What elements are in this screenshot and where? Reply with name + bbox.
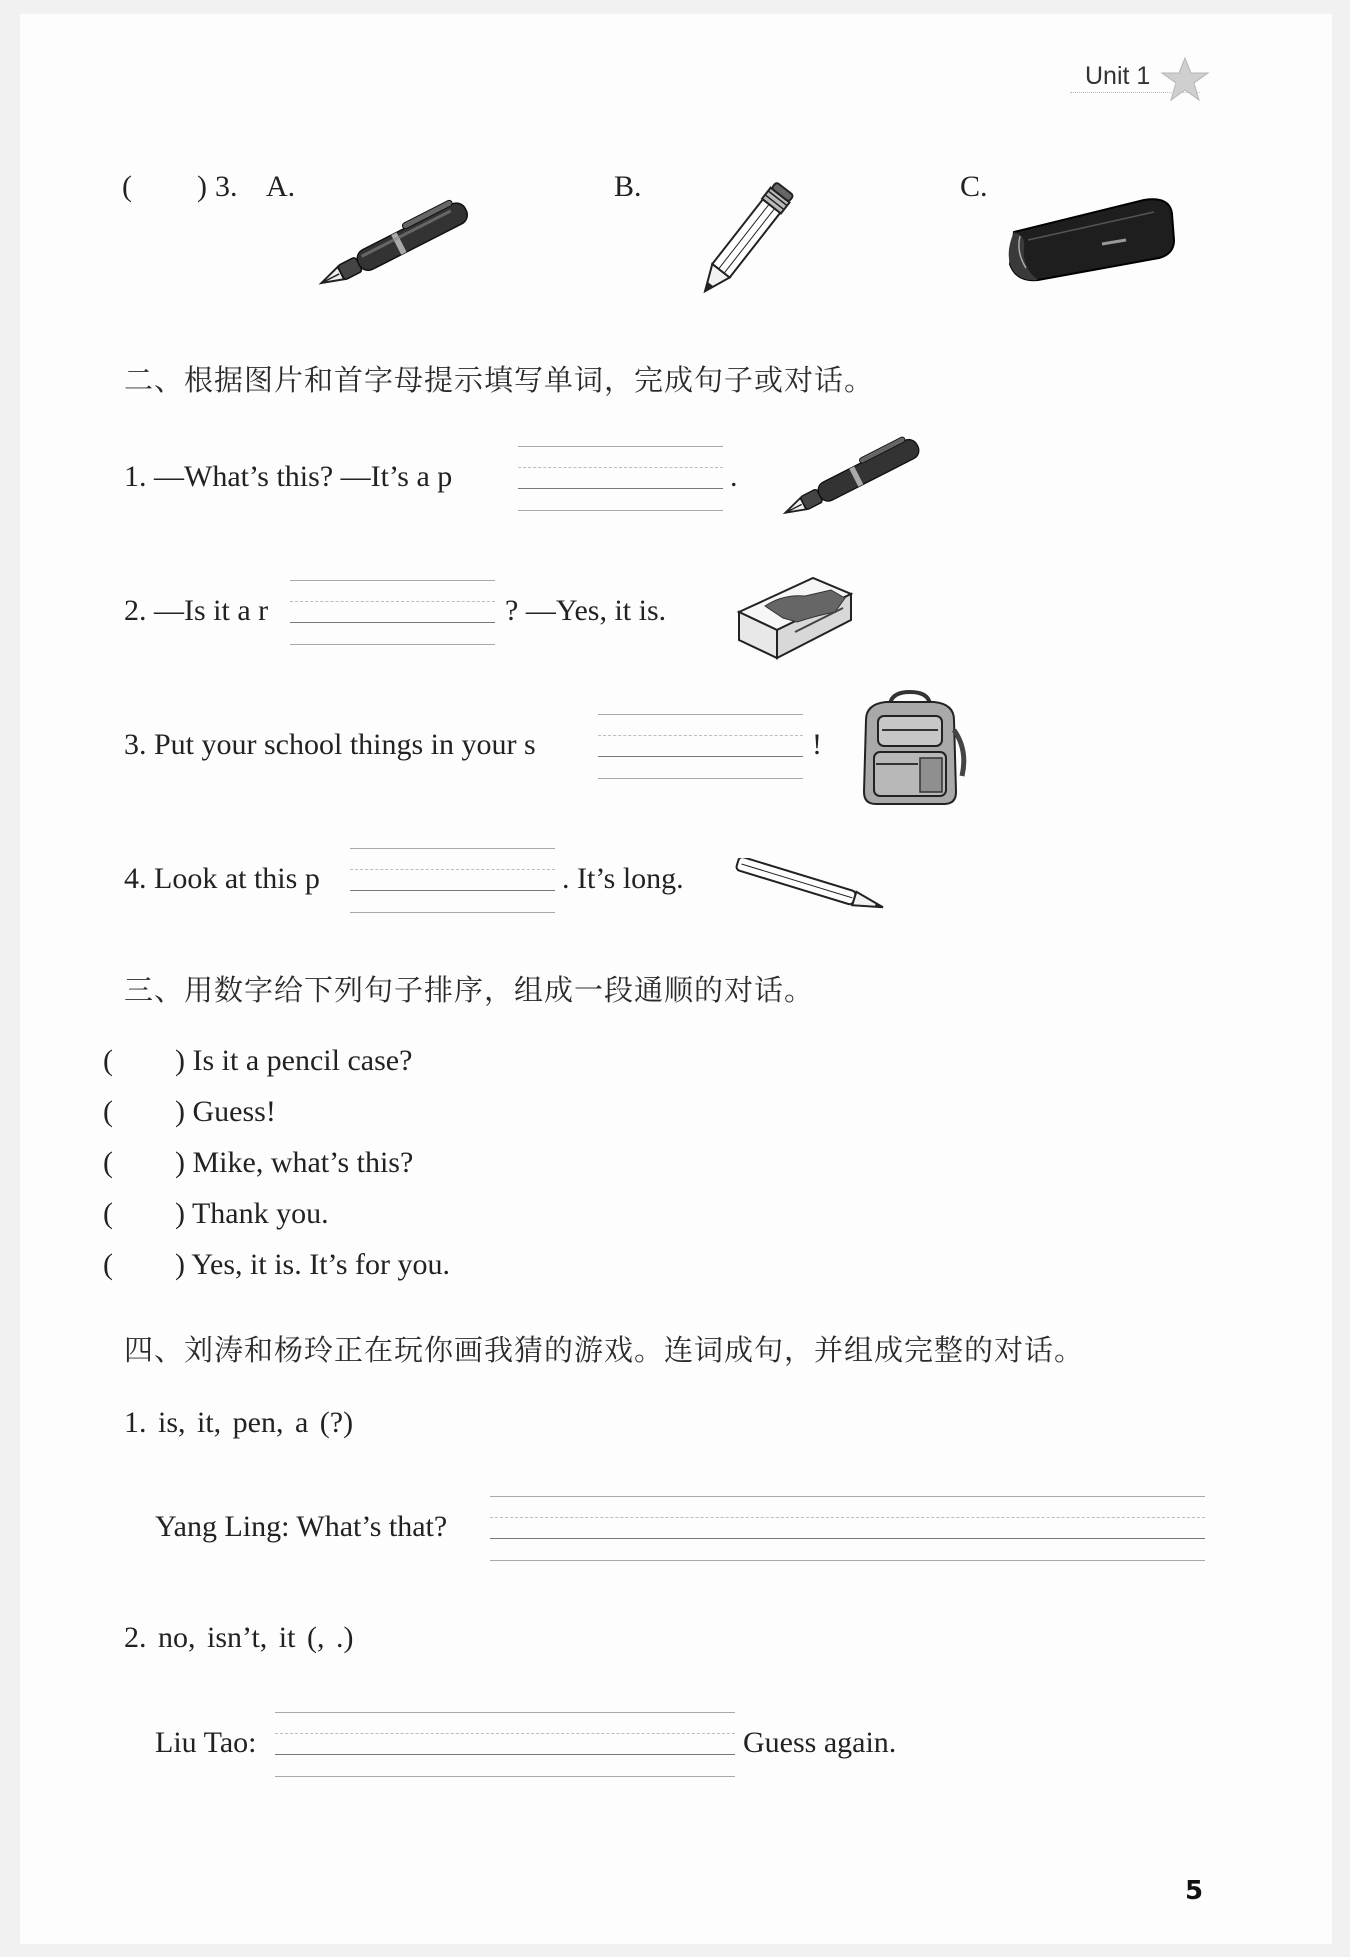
pen-icon (310, 198, 485, 290)
order-item-4 (103, 1197, 329, 1231)
part4-item2-after: Guess again. (743, 1726, 897, 1759)
schoolbag-icon (852, 690, 970, 810)
part3-heading: 三、用数字给下列句子排序，组成一段通顺的对话。 (124, 973, 815, 1007)
part2-item3-end: ! (812, 728, 822, 761)
part4-item2-answer-line[interactable] (275, 1712, 735, 1776)
part2-item1-text: 1. —What’s this? —It’s a p (124, 460, 453, 493)
page-number: 5 (1185, 1876, 1204, 1906)
part2-item3-text: 3. Put your school things in your s (124, 728, 536, 761)
order-item-1 (103, 1044, 412, 1078)
part2-item4-answer-line[interactable] (350, 848, 555, 912)
part4-item2-speaker: Liu Tao: (155, 1726, 257, 1759)
part2-item4-text: 4. Look at this p (124, 862, 320, 895)
part2-item2-answer-line[interactable] (290, 580, 495, 644)
part2-item1-end: . (730, 460, 738, 493)
part4-item1-speaker: Yang Ling: What’s that? (155, 1510, 448, 1543)
order-box-4[interactable]: ( (103, 1197, 113, 1230)
part4-item2-words: 2. no, isn’t, it (, .) (124, 1621, 354, 1654)
pencil-case-icon (1004, 192, 1176, 284)
order-item-1-text: ) Is it a pencil case? (175, 1044, 413, 1077)
order-item-3 (103, 1146, 413, 1180)
star-icon (1160, 56, 1210, 102)
order-item-5 (103, 1248, 450, 1282)
order-item-4-text: ) Thank you. (175, 1197, 329, 1230)
q3-option-a: A. (266, 170, 296, 203)
part2-item1-answer-line[interactable] (518, 446, 723, 510)
order-box-3[interactable]: ( (103, 1146, 113, 1179)
eraser-icon (735, 572, 855, 664)
part2-item2-end: ? —Yes, it is. (505, 594, 667, 627)
order-item-3-text: ) Mike, what’s this? (175, 1146, 414, 1179)
pencil-icon (680, 180, 810, 300)
q3-paren-close: ) (197, 170, 207, 203)
q3-option-b: B. (614, 170, 642, 203)
part4-heading: 四、刘涛和杨玲正在玩你画我猜的游戏。连词成句，并组成完整的对话。 (124, 1333, 1085, 1367)
part4-item1-words: 1. is, it, pen, a (?) (124, 1406, 354, 1439)
order-item-5-text: ) Yes, it is. It’s for you. (175, 1248, 451, 1281)
part2-item3-answer-line[interactable] (598, 714, 803, 778)
q3-paren-open: ( (122, 170, 132, 203)
part2-heading: 二、根据图片和首字母提示填写单词，完成句子或对话。 (124, 363, 875, 397)
pen-icon (775, 432, 935, 522)
part2-item4-end: . It’s long. (562, 862, 684, 895)
pencil-icon (730, 858, 890, 914)
q3-number: 3. (215, 170, 238, 203)
unit-label: Unit 1 (1085, 62, 1151, 90)
q3-option-c: C. (960, 170, 988, 203)
order-box-5[interactable]: ( (103, 1248, 113, 1281)
order-box-2[interactable]: ( (103, 1095, 113, 1128)
order-item-2-text: ) Guess! (175, 1095, 276, 1128)
order-box-1[interactable]: ( (103, 1044, 113, 1077)
order-item-2 (103, 1095, 276, 1129)
part2-item2-text: 2. —Is it a r (124, 594, 269, 627)
part4-item1-answer-line[interactable] (490, 1496, 1205, 1560)
